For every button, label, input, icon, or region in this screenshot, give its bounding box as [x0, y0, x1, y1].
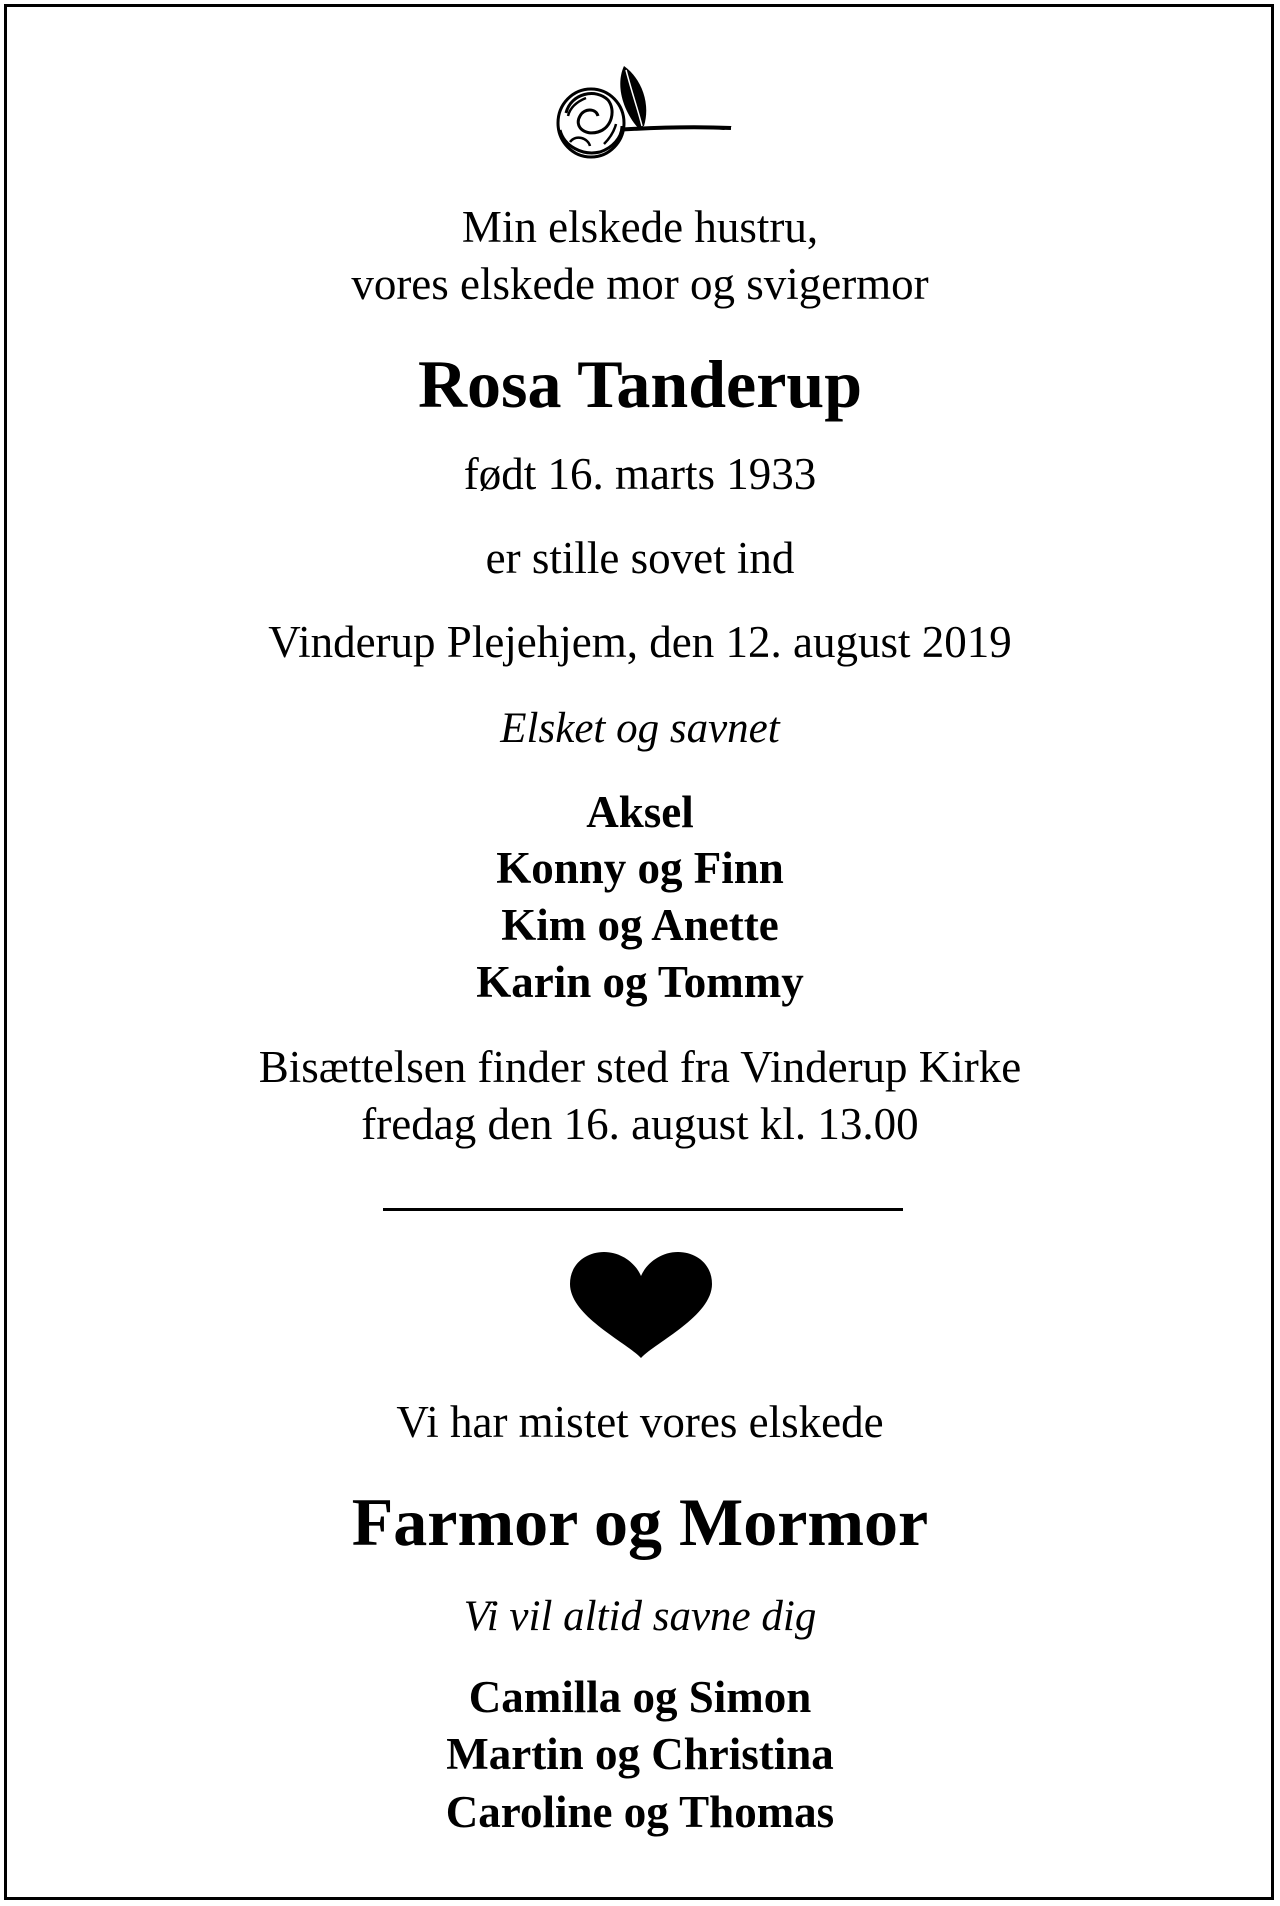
grandchild-name: Caroline og Thomas	[445, 1787, 835, 1837]
grandparent-title: Farmor og Mormor	[351, 1484, 929, 1560]
family-name: Kim og Anette	[501, 900, 779, 950]
place-and-date: Vinderup Plejehjem, den 12. august 2019	[268, 617, 1012, 667]
grandchild-name: Camilla og Simon	[468, 1672, 812, 1722]
loved-and-missed: Elsket og savnet	[500, 705, 780, 752]
deceased-name: Rosa Tanderup	[417, 346, 863, 422]
funeral-info-line-1: Bisættelsen finder sted fra Vinderup Kirke	[258, 1042, 1022, 1092]
family-name: Konny og Finn	[496, 843, 784, 893]
grandchild-name: Martin og Christina	[446, 1729, 834, 1779]
family-name: Aksel	[586, 787, 694, 837]
divider-line	[383, 1208, 903, 1211]
always-miss-text: Vi vil altid savne dig	[463, 1593, 817, 1640]
heart-icon	[566, 1250, 716, 1360]
grandchildren-intro: Vi har mistet vores elskede	[396, 1397, 884, 1447]
intro-line-2: vores elskede mor og svigermor	[351, 259, 929, 309]
passed-away-text: er stille sovet ind	[485, 533, 795, 583]
birth-date: født 16. marts 1933	[463, 449, 817, 499]
intro-line-1: Min elskede hustru,	[461, 202, 819, 252]
funeral-info-line-2: fredag den 16. august kl. 13.00	[361, 1099, 919, 1149]
rose-icon	[546, 58, 736, 172]
family-name: Karin og Tommy	[476, 957, 804, 1007]
